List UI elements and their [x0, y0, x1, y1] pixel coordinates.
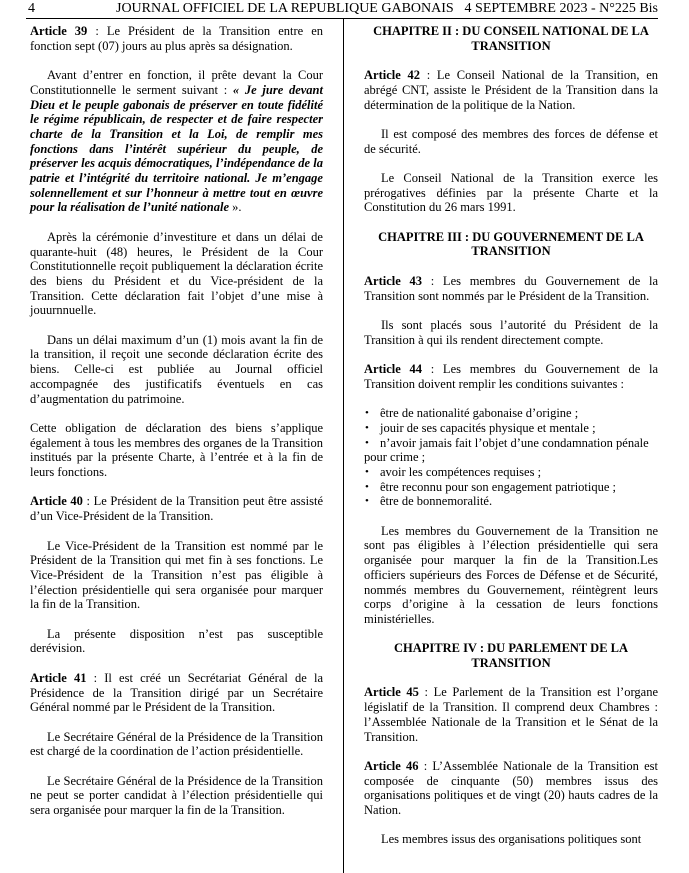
oath-paragraph — [30, 68, 323, 215]
list-item: • avoir les compétences requises ; — [364, 465, 658, 480]
left-column — [30, 24, 323, 833]
article-text: : Le Conseil National de la Transition, en abrégé CNT, assiste le Président de la Transition dans la détermination de la politique de la Nation. — [364, 68, 659, 112]
page-number: 4 — [28, 1, 35, 16]
article-label: Article 45 — [364, 685, 419, 700]
article-text: : Le Parlement de la Transition est l’organe législatif de la Transition. Il comprend deux Chambres : l’Assemblée Nationale de la Transition et le Sénat de la Transition. — [364, 685, 659, 744]
article-41 — [30, 671, 323, 715]
paragraph-obligation: Cette obligation de déclaration des biens s’applique également à tous les membres des organes de la Transition institués par la présente Charte, à l’entrée et à la fin de leurs fonctions. — [30, 420, 323, 480]
paragraph-disposition: La présente disposition n’est pas susceptible derévision. — [30, 626, 323, 656]
list-item: • jouir de ses capacités physique et mentale ; — [364, 421, 658, 436]
paragraph-political-members: Les membres issus des organisations politiques sont — [381, 832, 642, 847]
article-text: : L’Assemblée Nationale de la Transition est composée de cinquante (50) membres issus des organisations politiques et de vingt (20) hauts cadres de la Nation. — [364, 758, 658, 818]
chapter-3-title: CHAPITRE III : DU GOUVERNEMENT DE LA TRANSITION — [378, 229, 644, 259]
list-item: • être de bonnemoralité. — [364, 494, 658, 509]
paragraph-delai: Dans un délai maximum d’un (1) mois avant la fin de la transition, il reçoit une seconde déclaration écrite des biens. Celle-ci est publiée au Journal officiel accompagnée des justificatifs éventuels en cas d’augmentation du patrimoine. — [30, 332, 323, 406]
article-label: Article 43 — [364, 273, 423, 288]
list-item: • être reconnu pour son engagement patriotique ; — [364, 480, 658, 495]
article-label: Article 46 — [364, 758, 419, 773]
article-43 — [364, 274, 658, 303]
journal-title: JOURNAL OFFICIEL DE LA REPUBLIQUE GABONAIS — [116, 1, 454, 16]
article-text: : Le Président de la Transition entre en fonction sept (07) jours au plus après sa désignation. — [30, 24, 323, 53]
article-39 — [30, 24, 323, 53]
right-column — [364, 24, 658, 862]
paragraph-government-authority: Ils sont placés sous l’autorité du Président de la Transition à qui ils rendent directement compte. — [364, 317, 658, 347]
chapter-4-title: CHAPITRE IV : DU PARLEMENT DE LA TRANSITION — [393, 641, 629, 671]
article-label: Article 39 — [30, 24, 88, 38]
article-42 — [364, 68, 658, 112]
article-label: Article 40 — [30, 494, 83, 509]
article-46 — [364, 759, 658, 818]
article-40 — [30, 494, 323, 523]
list-item: • être de nationalité gabonaise d’origine ; — [364, 406, 658, 421]
article-label: Article 41 — [30, 670, 87, 685]
article-text: : Il est créé un Secrétariat Général de la Présidence de la Transition dirigé par un Secrétaire Général nommé par le Président de la Transition. — [30, 670, 324, 715]
article-label: Article 42 — [364, 68, 420, 83]
paragraph-secretary-1: Le Secrétaire Général de la Présidence de la Transition est chargé de la coordination de l’action présidentielle. — [30, 729, 323, 759]
column-divider — [343, 19, 344, 873]
list-item-continuation: pour crime ; — [364, 450, 426, 465]
paragraph-vice-president: Le Vice-Président de la Transition est nommé par le Président de la Transition qui met fin à ses fonctions. Le Vice-Président de la Transition n’est pas éligible à l’élection présidentielle qui sera organisée pour marquer la fin de la Transition. — [30, 538, 323, 612]
article-text: : Les membres du Gouvernement de la Transition sont nommés par le Président de la Transition. — [364, 273, 658, 303]
conditions-list — [364, 406, 658, 509]
paragraph-government-eligibility: Les membres du Gouvernement de la Transition ne sont pas éligibles à l’élection présidentielle qui sera organisée pour marquer la fin de la Transition.Les officiers supérieurs des Forces de Défense et de Sécurité, nommés membres du Gouvernement, réintègrent leurs corps d’origine à la cessation de leurs fonctions ministérielles. — [364, 523, 658, 626]
oath-end: ». — [229, 200, 242, 215]
article-45 — [364, 685, 658, 744]
paragraph-cnt-composition: Il est composé des membres des forces de défense et de sécurité. — [364, 126, 658, 156]
list-item: • n’avoir jamais fait l’objet d’une condamnation pénale — [364, 436, 658, 451]
paragraph-secretary-2: Le Secrétaire Général de la Présidence de la Transition ne peut se porter candidat à l’élection présidentielle qui sera organisée pour marquer la fin de la Transition. — [30, 773, 323, 818]
paragraph-cnt-prerogatives: Le Conseil National de la Transition exerce les prérogatives définies par la présente Charte et la Constitution du 26 mars 1991. — [364, 170, 658, 215]
article-text: : Les membres du Gouvernement de la Transition doivent remplir les conditions suivantes : — [364, 362, 658, 391]
article-label: Article 44 — [364, 362, 423, 377]
issue-date: 4 SEPTEMBRE 2023 - N°225 Bis — [464, 1, 658, 16]
paragraph-investiture: Après la cérémonie d’investiture et dans un délai de quarante-huit (48) heures, le Président de la Cour Constitutionnelle reçoit publiquement la déclaration écrite des biens du Président et du Vice-président de la Transition. Cette déclaration fait l’objet d’une mise à jouurnnuelle. — [30, 229, 323, 318]
article-text: : Le Président de la Transition peut être assisté d’un Vice-Président de la Transition. — [30, 494, 324, 524]
chapter-2-title: CHAPITRE II : DU CONSEIL NATIONAL DE LA TRANSITION — [373, 24, 649, 53]
page-header — [26, 0, 658, 19]
article-44 — [364, 362, 658, 391]
oath-text: « Je jure devant Dieu et le peuple gabonais de préserver en toute fidélité le régime républicain, de respecter et de faire respecter charte de la Transition et la Loi, de remplir mes fonctions dans l’intérêt supérieur du peuple, de préserver les acquis démocratiques, l’indépendance de la patrie et l’intégrité du territoire national. Je m’engage solennellement et sur l’honneur à mettre tout en œuvre pour la réalisation de l’unité nationale — [30, 82, 323, 215]
oath-intro: Avant d’entrer en fonction, il prête devant la Cour Constitutionnelle le serment suivant : — [30, 68, 323, 97]
